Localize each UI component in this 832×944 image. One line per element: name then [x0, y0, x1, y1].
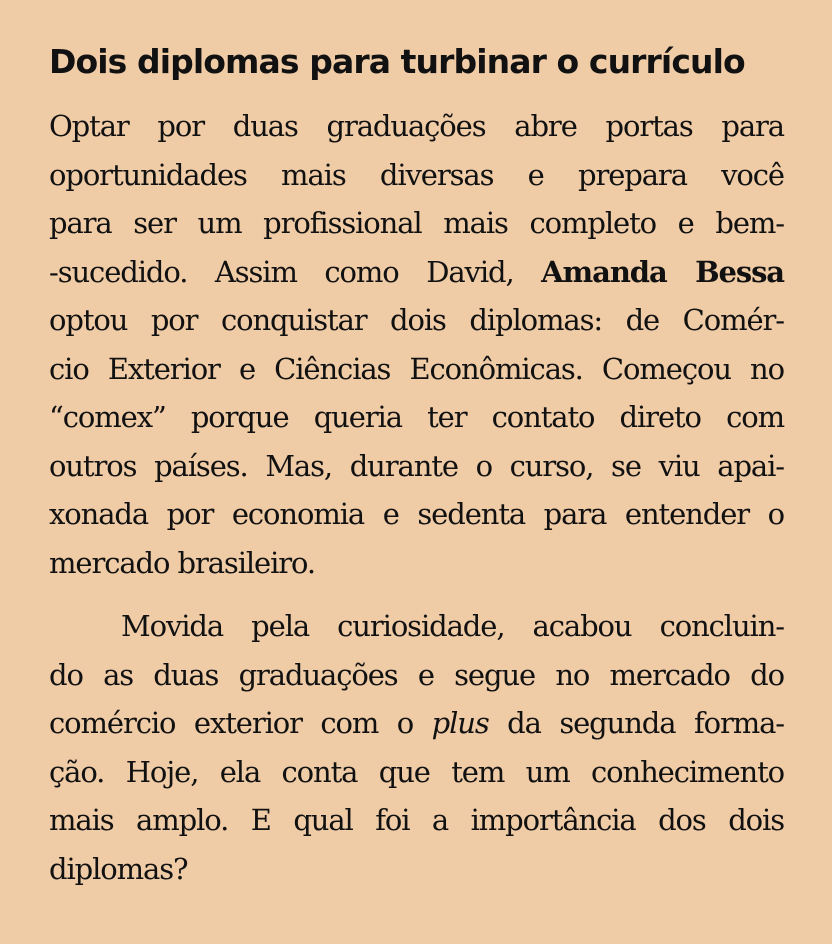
text-line: diplomas? [49, 851, 188, 886]
text-line: do as duas graduações e segue no mercado do [49, 657, 784, 692]
text-run: da segunda forma- [488, 706, 784, 740]
text-line [49, 248, 784, 297]
text-line [49, 699, 784, 748]
text-line: mercado brasileiro. [49, 545, 316, 580]
text-line: ção. Hoje, ela conta que tem um conhecimento [49, 754, 784, 789]
italic-term: plus [431, 706, 489, 740]
text-line: “comex” porque queria ter contato direto com [49, 400, 784, 434]
text-run: -sucedido. Assim como David, [49, 254, 542, 289]
text-line: para ser um profissional mais completo e bem- [49, 206, 784, 240]
paragraph-2 [49, 602, 784, 893]
text-line: cio Exterior e Ciências Econômicas. Começou no [49, 351, 784, 386]
person-name-bold: Amanda Bessa [541, 254, 784, 289]
article-title: Dois diplomas para turbinar o currículo [49, 42, 745, 81]
text-line: xonada por economia e sedenta para entender o [49, 497, 784, 531]
text-line: oportunidades mais diversas e prepara você [49, 157, 784, 192]
text-line: outros países. Mas, durante o curso, se viu apai- [49, 448, 784, 483]
text-run: comércio exterior com o [49, 706, 432, 740]
text-line: mais amplo. E qual foi a importância dos dois [49, 803, 784, 837]
paragraph-1 [49, 102, 784, 587]
text-line: Optar por duas graduações abre portas para [49, 109, 784, 143]
text-line: optou por conquistar dois diplomas: de Comér- [49, 303, 784, 337]
text-line: Movida pela curiosidade, acabou concluin- [121, 609, 784, 643]
